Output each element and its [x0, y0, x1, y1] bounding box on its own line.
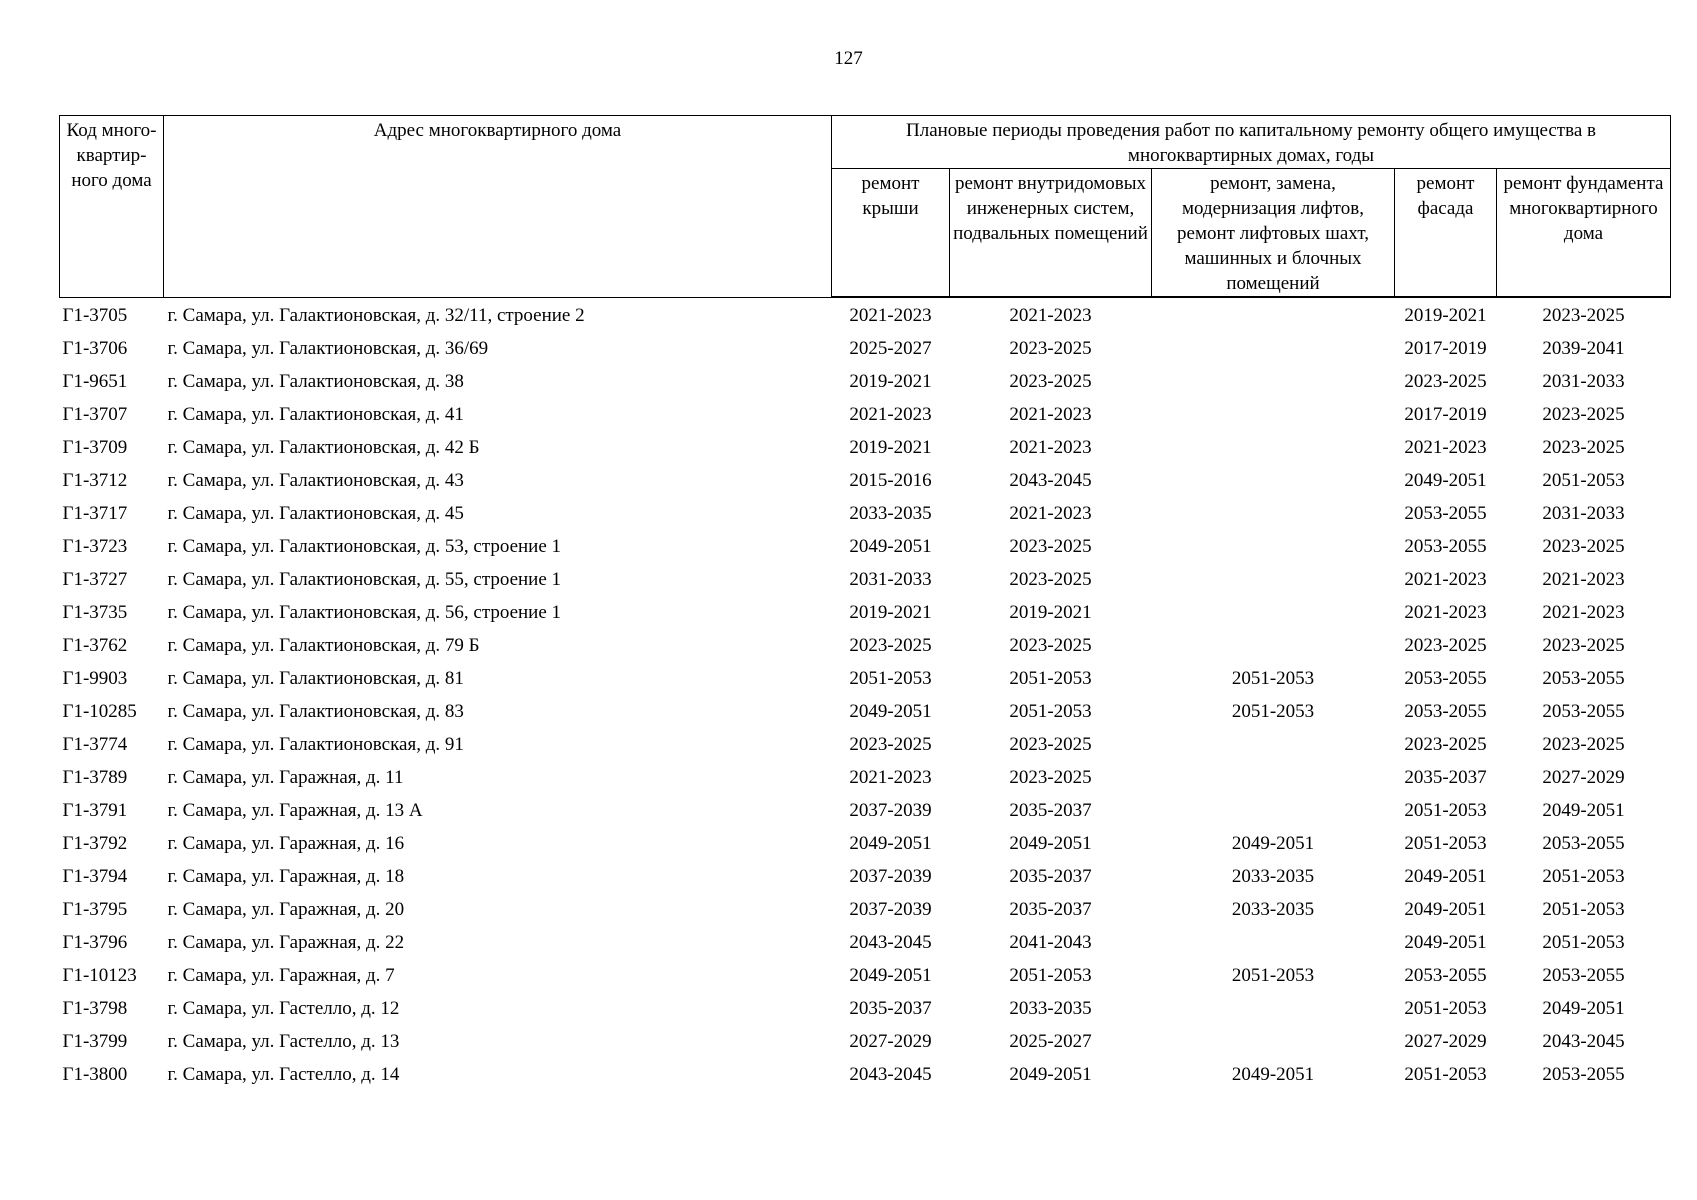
cell-code: Г1-3707	[62, 404, 128, 425]
table-row	[60, 728, 1671, 761]
cell-elevators	[1152, 596, 1395, 629]
cell-foundation: 2053-2055	[1542, 965, 1625, 986]
cell-code: Г1-9651	[62, 371, 128, 392]
cell-facade: 2049-2051	[1404, 899, 1487, 920]
cell-elevators: 2033-2035	[1231, 899, 1315, 920]
cell-foundation: 2049-2051	[1542, 800, 1625, 821]
cell-foundation: 2023-2025	[1542, 536, 1625, 557]
cell-code: Г1-3799	[62, 1031, 128, 1052]
cell-roof: 2019-2021	[849, 437, 932, 458]
cell-address: г. Самара, ул. Галактионовская, д. 41	[167, 404, 464, 425]
cell-elevators	[1152, 297, 1395, 332]
cell-elevators	[1152, 431, 1395, 464]
cell-address: г. Самара, ул. Гаражная, д. 7	[167, 965, 395, 986]
cell-roof: 2019-2021	[849, 602, 932, 623]
cell-foundation: 2027-2029	[1542, 767, 1625, 788]
table-row	[60, 893, 1671, 926]
cell-code: Г1-3706	[62, 338, 128, 359]
cell-code: Г1-3712	[62, 470, 128, 491]
cell-foundation: 2051-2053	[1542, 866, 1625, 887]
cell-engineering: 2051-2053	[1009, 965, 1092, 986]
cell-roof: 2031-2033	[849, 569, 932, 590]
table-row	[60, 398, 1671, 431]
table-header	[60, 116, 1671, 298]
cell-roof: 2037-2039	[849, 800, 932, 821]
cell-elevators	[1152, 761, 1395, 794]
cell-facade: 2017-2019	[1404, 404, 1487, 425]
cell-elevators: 2049-2051	[1231, 1064, 1315, 1085]
cell-code: Г1-3717	[62, 503, 128, 524]
cell-facade: 2021-2023	[1404, 437, 1487, 458]
cell-engineering: 2021-2023	[1009, 437, 1092, 458]
header-elevators: ремонт, замена, модернизация лифтов, ремонт лифтовых шахт, машинных и блочных помещений	[1152, 169, 1395, 298]
capital-repair-table	[59, 115, 1671, 1091]
cell-foundation: 2021-2023	[1542, 569, 1625, 590]
table-row	[60, 827, 1671, 860]
cell-elevators	[1152, 530, 1395, 563]
cell-facade: 2027-2029	[1404, 1031, 1487, 1052]
cell-foundation: 2051-2053	[1542, 899, 1625, 920]
cell-engineering: 2043-2045	[1009, 470, 1092, 491]
cell-facade: 2021-2023	[1404, 602, 1487, 623]
cell-roof: 2049-2051	[849, 701, 932, 722]
cell-address: г. Самара, ул. Галактионовская, д. 38	[167, 371, 464, 392]
cell-facade: 2023-2025	[1404, 635, 1487, 656]
cell-foundation: 2053-2055	[1542, 668, 1625, 689]
cell-roof: 2025-2027	[849, 338, 932, 359]
cell-engineering: 2025-2027	[1009, 1031, 1092, 1052]
cell-address: г. Самара, ул. Гастелло, д. 13	[167, 1031, 400, 1052]
cell-engineering: 2051-2053	[1009, 668, 1092, 689]
cell-address: г. Самара, ул. Галактионовская, д. 36/69	[167, 338, 489, 359]
table-row	[60, 794, 1671, 827]
cell-roof: 2015-2016	[849, 470, 932, 491]
cell-code: Г1-3735	[62, 602, 128, 623]
cell-engineering: 2023-2025	[1009, 635, 1092, 656]
cell-address: г. Самара, ул. Галактионовская, д. 81	[167, 668, 464, 689]
cell-address: г. Самара, ул. Галактионовская, д. 79 Б	[167, 635, 480, 656]
cell-elevators	[1152, 629, 1395, 662]
cell-code: Г1-3794	[62, 866, 128, 887]
table-body	[60, 297, 1671, 1091]
table-row	[60, 530, 1671, 563]
cell-code: Г1-3795	[62, 899, 128, 920]
table-row	[60, 662, 1671, 695]
cell-code: Г1-3723	[62, 536, 128, 557]
cell-elevators	[1152, 332, 1395, 365]
cell-engineering: 2051-2053	[1009, 701, 1092, 722]
cell-code: Г1-3727	[62, 569, 128, 590]
cell-engineering: 2035-2037	[1009, 800, 1092, 821]
header-planned-periods: Плановые периоды проведения работ по капитальному ремонту общего имущества в многоквартирных домах, годы	[832, 116, 1671, 169]
cell-engineering: 2023-2025	[1009, 734, 1092, 755]
cell-address: г. Самара, ул. Галактионовская, д. 42 Б	[167, 437, 480, 458]
cell-roof: 2049-2051	[849, 965, 932, 986]
table-row	[60, 563, 1671, 596]
cell-roof: 2037-2039	[849, 899, 932, 920]
cell-address: г. Самара, ул. Гаражная, д. 16	[167, 833, 405, 854]
cell-facade: 2021-2023	[1404, 569, 1487, 590]
cell-facade: 2051-2053	[1404, 998, 1487, 1019]
cell-engineering: 2023-2025	[1009, 767, 1092, 788]
cell-foundation: 2023-2025	[1542, 437, 1625, 458]
cell-code: Г1-3798	[62, 998, 128, 1019]
cell-engineering: 2035-2037	[1009, 899, 1092, 920]
cell-roof: 2037-2039	[849, 866, 932, 887]
cell-address: г. Самара, ул. Галактионовская, д. 56, строение 1	[167, 602, 562, 623]
cell-foundation: 2023-2025	[1542, 404, 1625, 425]
cell-address: г. Самара, ул. Галактионовская, д. 83	[167, 701, 464, 722]
cell-address: г. Самара, ул. Гаражная, д. 18	[167, 866, 405, 887]
cell-roof: 2021-2023	[849, 404, 932, 425]
cell-facade: 2053-2055	[1404, 701, 1487, 722]
cell-address: г. Самара, ул. Галактионовская, д. 53, строение 1	[167, 536, 562, 557]
table-row	[60, 695, 1671, 728]
cell-address: г. Самара, ул. Галактионовская, д. 45	[167, 503, 464, 524]
cell-facade: 2023-2025	[1404, 734, 1487, 755]
cell-engineering: 2021-2023	[1009, 305, 1092, 326]
cell-engineering: 2033-2035	[1009, 998, 1092, 1019]
cell-engineering: 2049-2051	[1009, 833, 1092, 854]
cell-facade: 2051-2053	[1404, 1064, 1487, 1085]
table-row	[60, 365, 1671, 398]
table-row	[60, 431, 1671, 464]
cell-facade: 2051-2053	[1404, 800, 1487, 821]
cell-roof: 2027-2029	[849, 1031, 932, 1052]
cell-facade: 2017-2019	[1404, 338, 1487, 359]
table-row	[60, 332, 1671, 365]
cell-engineering: 2021-2023	[1009, 503, 1092, 524]
table-row	[60, 1025, 1671, 1058]
cell-facade: 2023-2025	[1404, 371, 1487, 392]
table-row	[60, 497, 1671, 530]
cell-roof: 2019-2021	[849, 371, 932, 392]
table-row	[60, 860, 1671, 893]
cell-elevators	[1152, 992, 1395, 1025]
header-code: Код много-квартир-ного дома	[60, 116, 164, 298]
cell-elevators: 2049-2051	[1231, 833, 1315, 854]
cell-address: г. Самара, ул. Галактионовская, д. 32/11, строение 2	[167, 304, 585, 326]
cell-elevators	[1152, 728, 1395, 761]
cell-roof: 2051-2053	[849, 668, 932, 689]
table-row	[60, 926, 1671, 959]
cell-code: Г1-3792	[62, 833, 128, 854]
table-row	[60, 959, 1671, 992]
cell-foundation: 2031-2033	[1542, 503, 1625, 524]
header-facade: ремонт фасада	[1395, 169, 1497, 298]
cell-address: г. Самара, ул. Галактионовская, д. 43	[167, 470, 464, 491]
cell-facade: 2019-2021	[1404, 305, 1487, 326]
cell-foundation: 2051-2053	[1542, 932, 1625, 953]
cell-code: Г1-10123	[62, 965, 137, 986]
cell-foundation: 2053-2055	[1542, 1064, 1625, 1085]
cell-roof: 2035-2037	[849, 998, 932, 1019]
cell-code: Г1-3796	[62, 932, 128, 953]
table-row	[60, 596, 1671, 629]
cell-roof: 2043-2045	[849, 1064, 932, 1085]
cell-engineering: 2023-2025	[1009, 371, 1092, 392]
table-row	[60, 297, 1671, 332]
cell-foundation: 2053-2055	[1542, 833, 1625, 854]
cell-foundation: 2051-2053	[1542, 470, 1625, 491]
cell-code: Г1-3709	[62, 437, 128, 458]
cell-foundation: 2043-2045	[1542, 1031, 1625, 1052]
cell-roof: 2023-2025	[849, 635, 932, 656]
cell-engineering: 2019-2021	[1009, 602, 1092, 623]
cell-code: Г1-9903	[62, 668, 128, 689]
cell-elevators: 2051-2053	[1231, 701, 1315, 722]
cell-roof: 2049-2051	[849, 833, 932, 854]
cell-facade: 2053-2055	[1404, 668, 1487, 689]
cell-facade: 2049-2051	[1404, 866, 1487, 887]
cell-address: г. Самара, ул. Гаражная, д. 13 А	[167, 800, 423, 821]
cell-engineering: 2023-2025	[1009, 569, 1092, 590]
cell-elevators	[1152, 563, 1395, 596]
cell-foundation: 2023-2025	[1542, 734, 1625, 755]
cell-elevators	[1152, 365, 1395, 398]
table-row	[60, 992, 1671, 1025]
table-row	[60, 761, 1671, 794]
cell-roof: 2033-2035	[849, 503, 932, 524]
cell-elevators	[1152, 1025, 1395, 1058]
cell-code: Г1-3705	[62, 304, 128, 326]
cell-elevators	[1152, 926, 1395, 959]
header-foundation: ремонт фундамента многоквартирного дома	[1497, 169, 1671, 298]
cell-engineering: 2023-2025	[1009, 536, 1092, 557]
header-address: Адрес многоквартирного дома	[164, 116, 832, 298]
header-engineering: ремонт внутридомовых инженерных систем, подвальных помещений	[950, 169, 1152, 298]
cell-foundation: 2023-2025	[1542, 635, 1625, 656]
cell-address: г. Самара, ул. Галактионовская, д. 91	[167, 734, 464, 755]
cell-facade: 2049-2051	[1404, 932, 1487, 953]
cell-roof: 2021-2023	[849, 767, 932, 788]
cell-facade: 2035-2037	[1404, 767, 1487, 788]
cell-code: Г1-3762	[62, 635, 128, 656]
cell-foundation: 2023-2025	[1542, 305, 1625, 326]
cell-foundation: 2053-2055	[1542, 701, 1625, 722]
table-row	[60, 629, 1671, 662]
cell-code: Г1-3774	[62, 734, 128, 755]
header-roof: ремонт крыши	[832, 169, 950, 298]
cell-elevators	[1152, 464, 1395, 497]
cell-facade: 2053-2055	[1404, 536, 1487, 557]
cell-facade: 2053-2055	[1404, 965, 1487, 986]
cell-elevators	[1152, 398, 1395, 431]
cell-code: Г1-3789	[62, 767, 128, 788]
cell-engineering: 2021-2023	[1009, 404, 1092, 425]
cell-facade: 2053-2055	[1404, 503, 1487, 524]
cell-elevators: 2051-2053	[1231, 668, 1315, 689]
page-number: 127	[834, 48, 863, 69]
cell-foundation: 2049-2051	[1542, 998, 1625, 1019]
cell-roof: 2021-2023	[849, 305, 932, 326]
cell-address: г. Самара, ул. Гастелло, д. 12	[167, 998, 400, 1019]
cell-address: г. Самара, ул. Гастелло, д. 14	[167, 1064, 400, 1085]
cell-engineering: 2041-2043	[1009, 932, 1092, 953]
table-row	[60, 464, 1671, 497]
cell-foundation: 2031-2033	[1542, 371, 1625, 392]
cell-address: г. Самара, ул. Гаражная, д. 22	[167, 932, 405, 953]
cell-code: Г1-3791	[62, 800, 128, 821]
cell-facade: 2049-2051	[1404, 470, 1487, 491]
cell-facade: 2051-2053	[1404, 833, 1487, 854]
cell-address: г. Самара, ул. Гаражная, д. 11	[167, 767, 404, 788]
cell-roof: 2043-2045	[849, 932, 932, 953]
cell-elevators: 2051-2053	[1231, 965, 1315, 986]
cell-elevators	[1152, 794, 1395, 827]
cell-foundation: 2039-2041	[1542, 338, 1625, 359]
cell-engineering: 2023-2025	[1009, 338, 1092, 359]
cell-foundation: 2021-2023	[1542, 602, 1625, 623]
cell-code: Г1-10285	[62, 701, 137, 722]
cell-address: г. Самара, ул. Галактионовская, д. 55, строение 1	[167, 569, 562, 590]
cell-engineering: 2035-2037	[1009, 866, 1092, 887]
cell-elevators: 2033-2035	[1231, 866, 1315, 887]
cell-roof: 2023-2025	[849, 734, 932, 755]
cell-roof: 2049-2051	[849, 536, 932, 557]
cell-elevators	[1152, 497, 1395, 530]
table-row	[60, 1058, 1671, 1091]
cell-engineering: 2049-2051	[1009, 1064, 1092, 1085]
cell-address: г. Самара, ул. Гаражная, д. 20	[167, 899, 405, 920]
cell-code: Г1-3800	[62, 1064, 128, 1085]
